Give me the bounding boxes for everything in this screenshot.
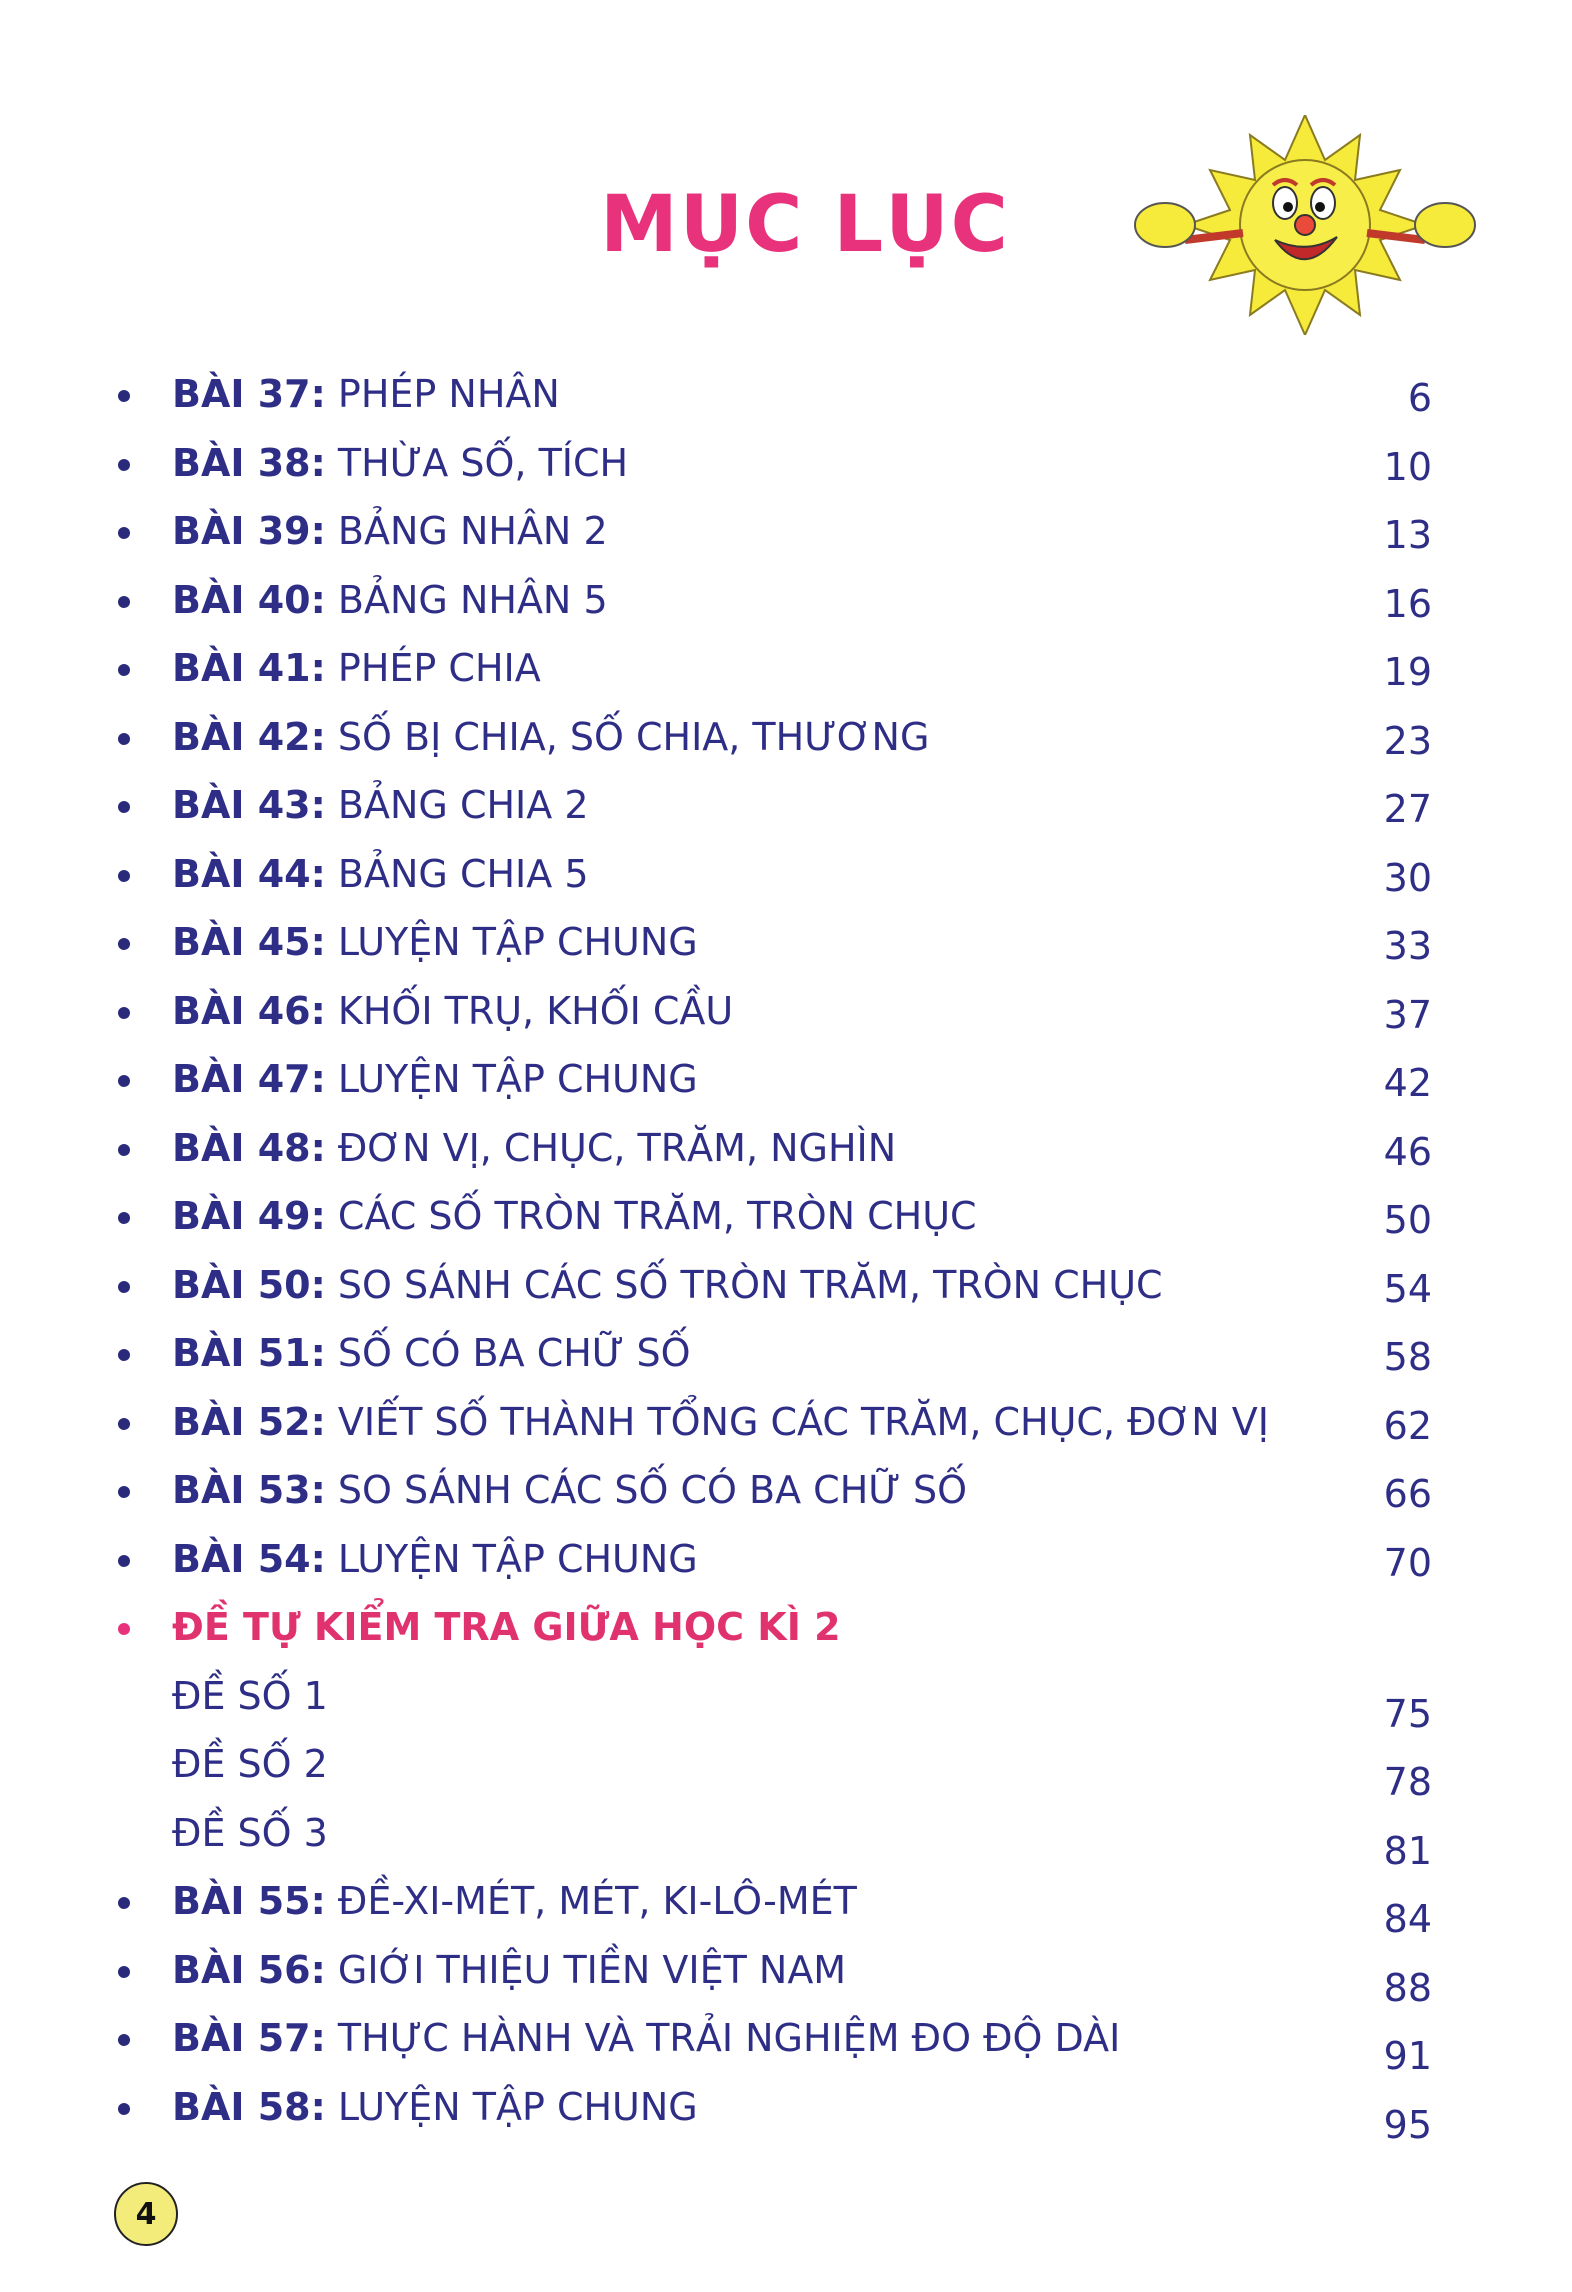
lesson-title: PHÉP CHIA <box>337 646 541 690</box>
lesson-number: BÀI 53: <box>172 1468 326 1512</box>
page-number-badge: 4 <box>114 2182 178 2246</box>
lesson-title: BẢNG NHÂN 5 <box>337 577 608 622</box>
toc-entry[interactable] <box>0 705 1572 774</box>
page-ref: 54 <box>1383 1266 1432 1311</box>
bullet-icon <box>118 390 130 402</box>
lesson-title: BẢNG CHIA 5 <box>337 851 589 896</box>
lesson-title: CÁC SỐ TRÒN TRĂM, TRÒN CHỤC <box>337 1194 977 1238</box>
page-ref: 42 <box>1383 1061 1432 1105</box>
lesson-title: LUYỆN TẬP CHUNG <box>337 1057 698 1101</box>
bullet-icon <box>118 1281 130 1293</box>
lesson-title: PHÉP NHÂN <box>337 372 560 416</box>
page-ref: 58 <box>1383 1335 1432 1379</box>
toc-entry[interactable] <box>0 431 1572 500</box>
bullet-icon <box>118 1486 130 1498</box>
lesson-title: ĐƠN VỊ, CHỤC, TRĂM, NGHÌN <box>337 1125 897 1170</box>
bullet-icon <box>118 870 130 882</box>
lesson-number: BÀI 40: <box>172 577 326 622</box>
bullet-icon <box>118 2103 130 2115</box>
bullet-icon <box>118 2034 130 2046</box>
lesson-title: SỐ CÓ BA CHỮ SỐ <box>337 1331 691 1375</box>
toc-entry[interactable] <box>0 1458 1572 1527</box>
lesson-number: BÀI 49: <box>172 1194 326 1238</box>
page-ref: 16 <box>1383 581 1432 626</box>
lesson-title: LUYỆN TẬP CHUNG <box>337 1536 698 1581</box>
page-ref: 19 <box>1383 650 1432 694</box>
bullet-icon <box>118 1966 130 1978</box>
toc-entry[interactable] <box>0 773 1572 842</box>
sun-mascot-icon <box>1125 115 1485 335</box>
toc-subentry[interactable] <box>0 1801 1572 1873</box>
lesson-number: BÀI 58: <box>172 2084 326 2129</box>
toc-entry[interactable] <box>0 842 1572 911</box>
lesson-number: BÀI 56: <box>172 1947 326 1992</box>
lesson-title: VIẾT SỐ THÀNH TỔNG CÁC TRĂM, CHỤC, ĐƠN VỊ <box>337 1399 1269 1444</box>
toc-entry[interactable] <box>0 636 1572 705</box>
lesson-number: BÀI 43: <box>172 783 326 827</box>
toc-entry[interactable] <box>0 1184 1572 1253</box>
bullet-icon <box>118 1418 130 1430</box>
lesson-title: SO SÁNH CÁC SỐ CÓ BA CHỮ SỐ <box>337 1468 967 1512</box>
toc-entry[interactable] <box>0 2006 1572 2078</box>
lesson-title: LUYỆN TẬP CHUNG <box>337 2084 698 2129</box>
toc-subentry[interactable] <box>0 1664 1572 1736</box>
test-title: ĐỀ SỐ 1 <box>172 1673 328 1718</box>
bullet-icon <box>118 1007 130 1019</box>
lesson-number: BÀI 39: <box>172 509 326 553</box>
lesson-number: BÀI 50: <box>172 1262 326 1307</box>
bullet-icon <box>118 459 130 471</box>
page-ref: 30 <box>1383 855 1432 900</box>
lesson-number: BÀI 52: <box>172 1399 326 1444</box>
toc-entry[interactable] <box>0 1527 1572 1596</box>
bullet-icon <box>118 801 130 813</box>
lesson-number: BÀI 42: <box>172 714 326 759</box>
toc-entry[interactable] <box>0 1869 1572 1941</box>
page-title: MỤC LỤC <box>600 180 1010 270</box>
lesson-number: BÀI 41: <box>172 646 326 690</box>
toc-entry[interactable] <box>0 362 1572 431</box>
toc-entry[interactable] <box>0 910 1572 979</box>
toc-subentry[interactable] <box>0 1732 1572 1804</box>
lesson-title: GIỚI THIỆU TIỀN VIỆT NAM <box>337 1947 847 1992</box>
lesson-title: THỰC HÀNH VÀ TRẢI NGHIỆM ĐO ĐỘ DÀI <box>337 2016 1121 2060</box>
lesson-number: BÀI 45: <box>172 920 326 964</box>
bullet-icon <box>118 1075 130 1087</box>
lesson-title: BẢNG CHIA 2 <box>337 783 589 827</box>
toc-entry[interactable] <box>0 1047 1572 1116</box>
bullet-icon <box>118 1623 130 1635</box>
page-ref: 37 <box>1383 992 1432 1037</box>
lesson-title: ĐỀ-XI-MÉT, MÉT, KI-LÔ-MÉT <box>337 1879 857 1923</box>
bullet-icon <box>118 527 130 539</box>
lesson-title: LUYỆN TẬP CHUNG <box>337 920 698 964</box>
toc-section-heading[interactable] <box>0 1595 1572 1664</box>
page-ref: 84 <box>1383 1897 1432 1941</box>
bullet-icon <box>118 1212 130 1224</box>
page-ref: 62 <box>1383 1403 1432 1448</box>
lesson-number: BÀI 46: <box>172 988 326 1033</box>
lesson-title: SO SÁNH CÁC SỐ TRÒN TRĂM, TRÒN CHỤC <box>337 1262 1163 1307</box>
lesson-title: KHỐI TRỤ, KHỐI CẦU <box>337 988 734 1033</box>
lesson-title: BẢNG NHÂN 2 <box>337 509 608 553</box>
page-ref: 81 <box>1383 1828 1432 1873</box>
table-of-contents <box>0 362 1572 2147</box>
toc-entry[interactable] <box>0 1390 1572 1459</box>
lesson-number: BÀI 51: <box>172 1331 326 1375</box>
toc-entry[interactable] <box>0 2075 1572 2147</box>
page-ref: 23 <box>1383 718 1432 763</box>
toc-entry[interactable] <box>0 499 1572 568</box>
bullet-icon <box>118 1555 130 1567</box>
toc-entry[interactable] <box>0 1253 1572 1322</box>
toc-entry[interactable] <box>0 979 1572 1048</box>
lesson-title: THỪA SỐ, TÍCH <box>337 440 629 485</box>
bullet-icon <box>118 733 130 745</box>
lesson-number: BÀI 48: <box>172 1125 326 1170</box>
test-title: ĐỀ SỐ 3 <box>172 1810 328 1855</box>
bullet-icon <box>118 1144 130 1156</box>
page-ref: 95 <box>1383 2102 1432 2147</box>
bullet-icon <box>118 938 130 950</box>
page-ref: 88 <box>1383 1965 1432 2010</box>
page-ref: 66 <box>1383 1472 1432 1516</box>
test-title: ĐỀ SỐ 2 <box>172 1742 328 1786</box>
page-ref: 75 <box>1383 1691 1432 1736</box>
page-ref: 78 <box>1383 1760 1432 1804</box>
page-ref: 6 <box>1407 376 1432 420</box>
page-ref: 46 <box>1383 1129 1432 1174</box>
lesson-number: BÀI 38: <box>172 440 326 485</box>
toc-entry[interactable] <box>0 568 1572 637</box>
page-ref: 91 <box>1383 2034 1432 2078</box>
bullet-icon <box>118 1897 130 1909</box>
page-ref: 33 <box>1383 924 1432 968</box>
page-ref: 70 <box>1383 1540 1432 1585</box>
page-ref: 50 <box>1383 1198 1432 1242</box>
bullet-icon <box>118 596 130 608</box>
lesson-number: BÀI 37: <box>172 372 326 416</box>
toc-entry[interactable] <box>0 1321 1572 1390</box>
lesson-number: BÀI 54: <box>172 1536 326 1581</box>
lesson-number: BÀI 44: <box>172 851 326 896</box>
lesson-number: BÀI 55: <box>172 1879 326 1923</box>
toc-entry[interactable] <box>0 1938 1572 2010</box>
lesson-number: BÀI 57: <box>172 2016 326 2060</box>
section-title: ĐỀ TỰ KIỂM TRA GIỮA HỌC KÌ 2 <box>172 1605 841 1649</box>
lesson-number: BÀI 47: <box>172 1057 326 1101</box>
bullet-icon <box>118 664 130 676</box>
page-ref: 13 <box>1383 513 1432 557</box>
toc-entry[interactable] <box>0 1116 1572 1185</box>
lesson-title: SỐ BỊ CHIA, SỐ CHIA, THƯƠNG <box>337 714 930 759</box>
bullet-icon <box>118 1349 130 1361</box>
page-ref: 27 <box>1383 787 1432 831</box>
page-ref: 10 <box>1383 444 1432 489</box>
